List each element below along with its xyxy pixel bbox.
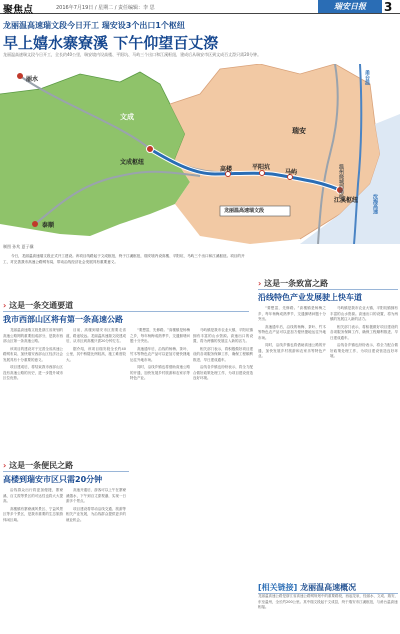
- taishun-marker: [32, 221, 38, 227]
- pingyangkeng-marker: [260, 171, 265, 176]
- column-1b: 沿线群众出行将更加便捷，寨寮溪、百丈漈等景区的可达性也将大大提高。 高楼镇有寨寮溪风景区、宁益风景区等多个景区，是我市重要的生态旅游休闲区域。: [3, 488, 63, 522]
- section-subheading-1: 我市西部山区将有第一条高速公路: [3, 315, 123, 324]
- column-2: 目前，高楼到瑞安市区需要走省道，路途较远。龙丽温高速瑞文段建成后，从市区到高楼只需20分钟左右。 据介绍，该项目瑞安段全长约40公里，其中桥隧比例较高，施工难度较大。: [66, 328, 126, 362]
- related-link-heading: [258, 582, 356, 593]
- related-link-body: 龙丽温高速公路是浙江省高速公路网规划中的重要路段，西起龙泉，经丽水、文成、瑞安，东至温州，全长约200公里。其中瑞文段起于文成县，终于瑞安市江溪枢纽，与甬台温高速相接。: [258, 594, 398, 609]
- section-title: 聚焦点: [3, 5, 33, 16]
- lishui-marker: [17, 73, 23, 79]
- newspaper-logo: 瑞安日报: [318, 0, 382, 13]
- wencheng-hub-marker: [147, 146, 154, 153]
- label-yongtaiwen: 甬台温: [364, 70, 370, 85]
- divider: [3, 311, 249, 312]
- section-subheading-3: 沿线特色产业发展驶上快车道: [258, 293, 362, 302]
- column-6: 马屿镇是我市农业大镇，平阳坑镇拥有丰富的山水资源。高速出口的设置，将为两镇的发展注入新的活力。 相关部门表示，将积极做好项目建设的各项服务保障工作，确保工程顺利推进、早日建成通车。 沿线各乡镇也纷纷表示，将全力配合做好政策处理工作，为项目建设营造良好环境。: [330, 306, 398, 358]
- column-2b: 高速开通后，游客可以上午在寨寮溪嬉水，下午到百丈漈观瀑，实现一日游多个景点。 项目建设将带动沿线交通、旅游等相关产业发展，为沿线群众提供更多的就业机会。: [66, 488, 126, 522]
- masthead: [0, 0, 400, 14]
- column-5: “要想富，先修路。”高楼镇是杨梅之乡，每年杨梅成熟季节，交通拥堵问题十分突出。 高速通车后，沿线的杨梅、茶叶、竹木等特色农产品可以更加方便快捷地运往外地市场。 同时，沿线乡镇也将借助高速公路的开通，加快发展乡村旅游和农家乐等特色产业。: [258, 306, 326, 358]
- column-1: 龙丽温高速瑞文段是浙江省规划的高速公路网的重要组成部分，是我市西部山区第一条高速公路。 该项目的建设对于完善全省高速公路网布局、加快瑞安西部山区经济社会发展具有十分重要的意义。 项目建成后，将结束我市西部山区没有高速公路的历史，进一步提升城市区位优势。: [3, 328, 63, 380]
- section-heading-3: › 这是一条致富之路: [258, 279, 329, 288]
- label-mayu: 马屿: [285, 169, 298, 176]
- route-map: [0, 64, 400, 244]
- label-wencheng-region: 文成: [120, 113, 134, 121]
- related-link-tag: [相关链接]: [258, 583, 298, 592]
- intro-paragraph: 今日，龙丽温高速瑞文段正式开工建设。该项目线路起于文成枢纽，终于江溪枢纽，瑞安境内设高楼、平阳坑、马屿三个出口和江溪枢纽。项目的开工，对完善我市高速公路网布局，带动沿线经济社会发展具有重要意义。: [3, 254, 245, 264]
- divider: [3, 471, 129, 472]
- label-ruian-region: 瑞安: [292, 127, 306, 135]
- headline: 早上嬉水寨寮溪 下午仰望百丈漈: [3, 34, 219, 52]
- section-heading-1: › 这是一条交通要道: [3, 301, 74, 310]
- map-legend-label: 龙丽温高速瑞文段: [224, 208, 265, 214]
- column-3: “要想富，先修路。”高楼镇是杨梅之乡，每年杨梅成熟季节，交通拥堵问题十分突出。 高速通车后，沿线的杨梅、茶叶、竹木等特色农产品可以更加方便快捷地运往外地市场。 同时，沿线乡镇也将借助高速公路的开通，加快发展乡村旅游和农家乐等特色产业。: [130, 328, 190, 380]
- label-taishun: 泰顺: [42, 222, 55, 229]
- column-4: 马屿镇是我市农业大镇，平阳坑镇拥有丰富的山水资源。高速出口的设置，将为两镇的发展注入新的活力。 相关部门表示，将积极做好项目建设的各项服务保障工作，确保工程顺利推进、早日建成通车。 沿线各乡镇也纷纷表示，将全力配合做好政策处理工作，为项目建设营造良好环境。: [193, 328, 253, 380]
- label-jiangxi-hub: 江溪枢纽: [334, 197, 359, 204]
- label-lishui: 丽水: [26, 76, 39, 83]
- divider: [258, 289, 398, 290]
- page-number: 3: [384, 0, 393, 14]
- section-heading-2: › 这是一条便民之路: [3, 461, 74, 470]
- label-shenhai-expressway: 沈海高速: [372, 194, 378, 214]
- map-credit: 制图 孙兆 夏子骥: [3, 244, 34, 249]
- related-link-title: 龙丽温高速概况: [300, 583, 357, 592]
- lead-text: 龙丽温高速瑞文段今日开工，全长约40公里，瑞安境内设高楼、平阳坑、马屿三个出口和江溪枢纽，建成后从瑞安市区到文成百丈漈只需20分钟。: [3, 52, 262, 57]
- kicker: 龙丽温高速瑞文段今日开工 瑞安设3个出口1个枢纽: [3, 21, 185, 30]
- label-expressway-southwest: 温州绕城西南线: [338, 164, 344, 199]
- dateline: 2016年7月19日 / 星期二 / 责任编辑：李 思: [56, 5, 155, 11]
- section-subheading-2: 高楼到瑞安市区只需20分钟: [3, 475, 103, 484]
- route-map-graphic: [0, 64, 400, 244]
- label-gaolou: 高楼: [220, 166, 233, 173]
- label-pingyangkeng: 平阳坑: [252, 164, 271, 171]
- label-wencheng-hub: 文成枢纽: [120, 159, 145, 166]
